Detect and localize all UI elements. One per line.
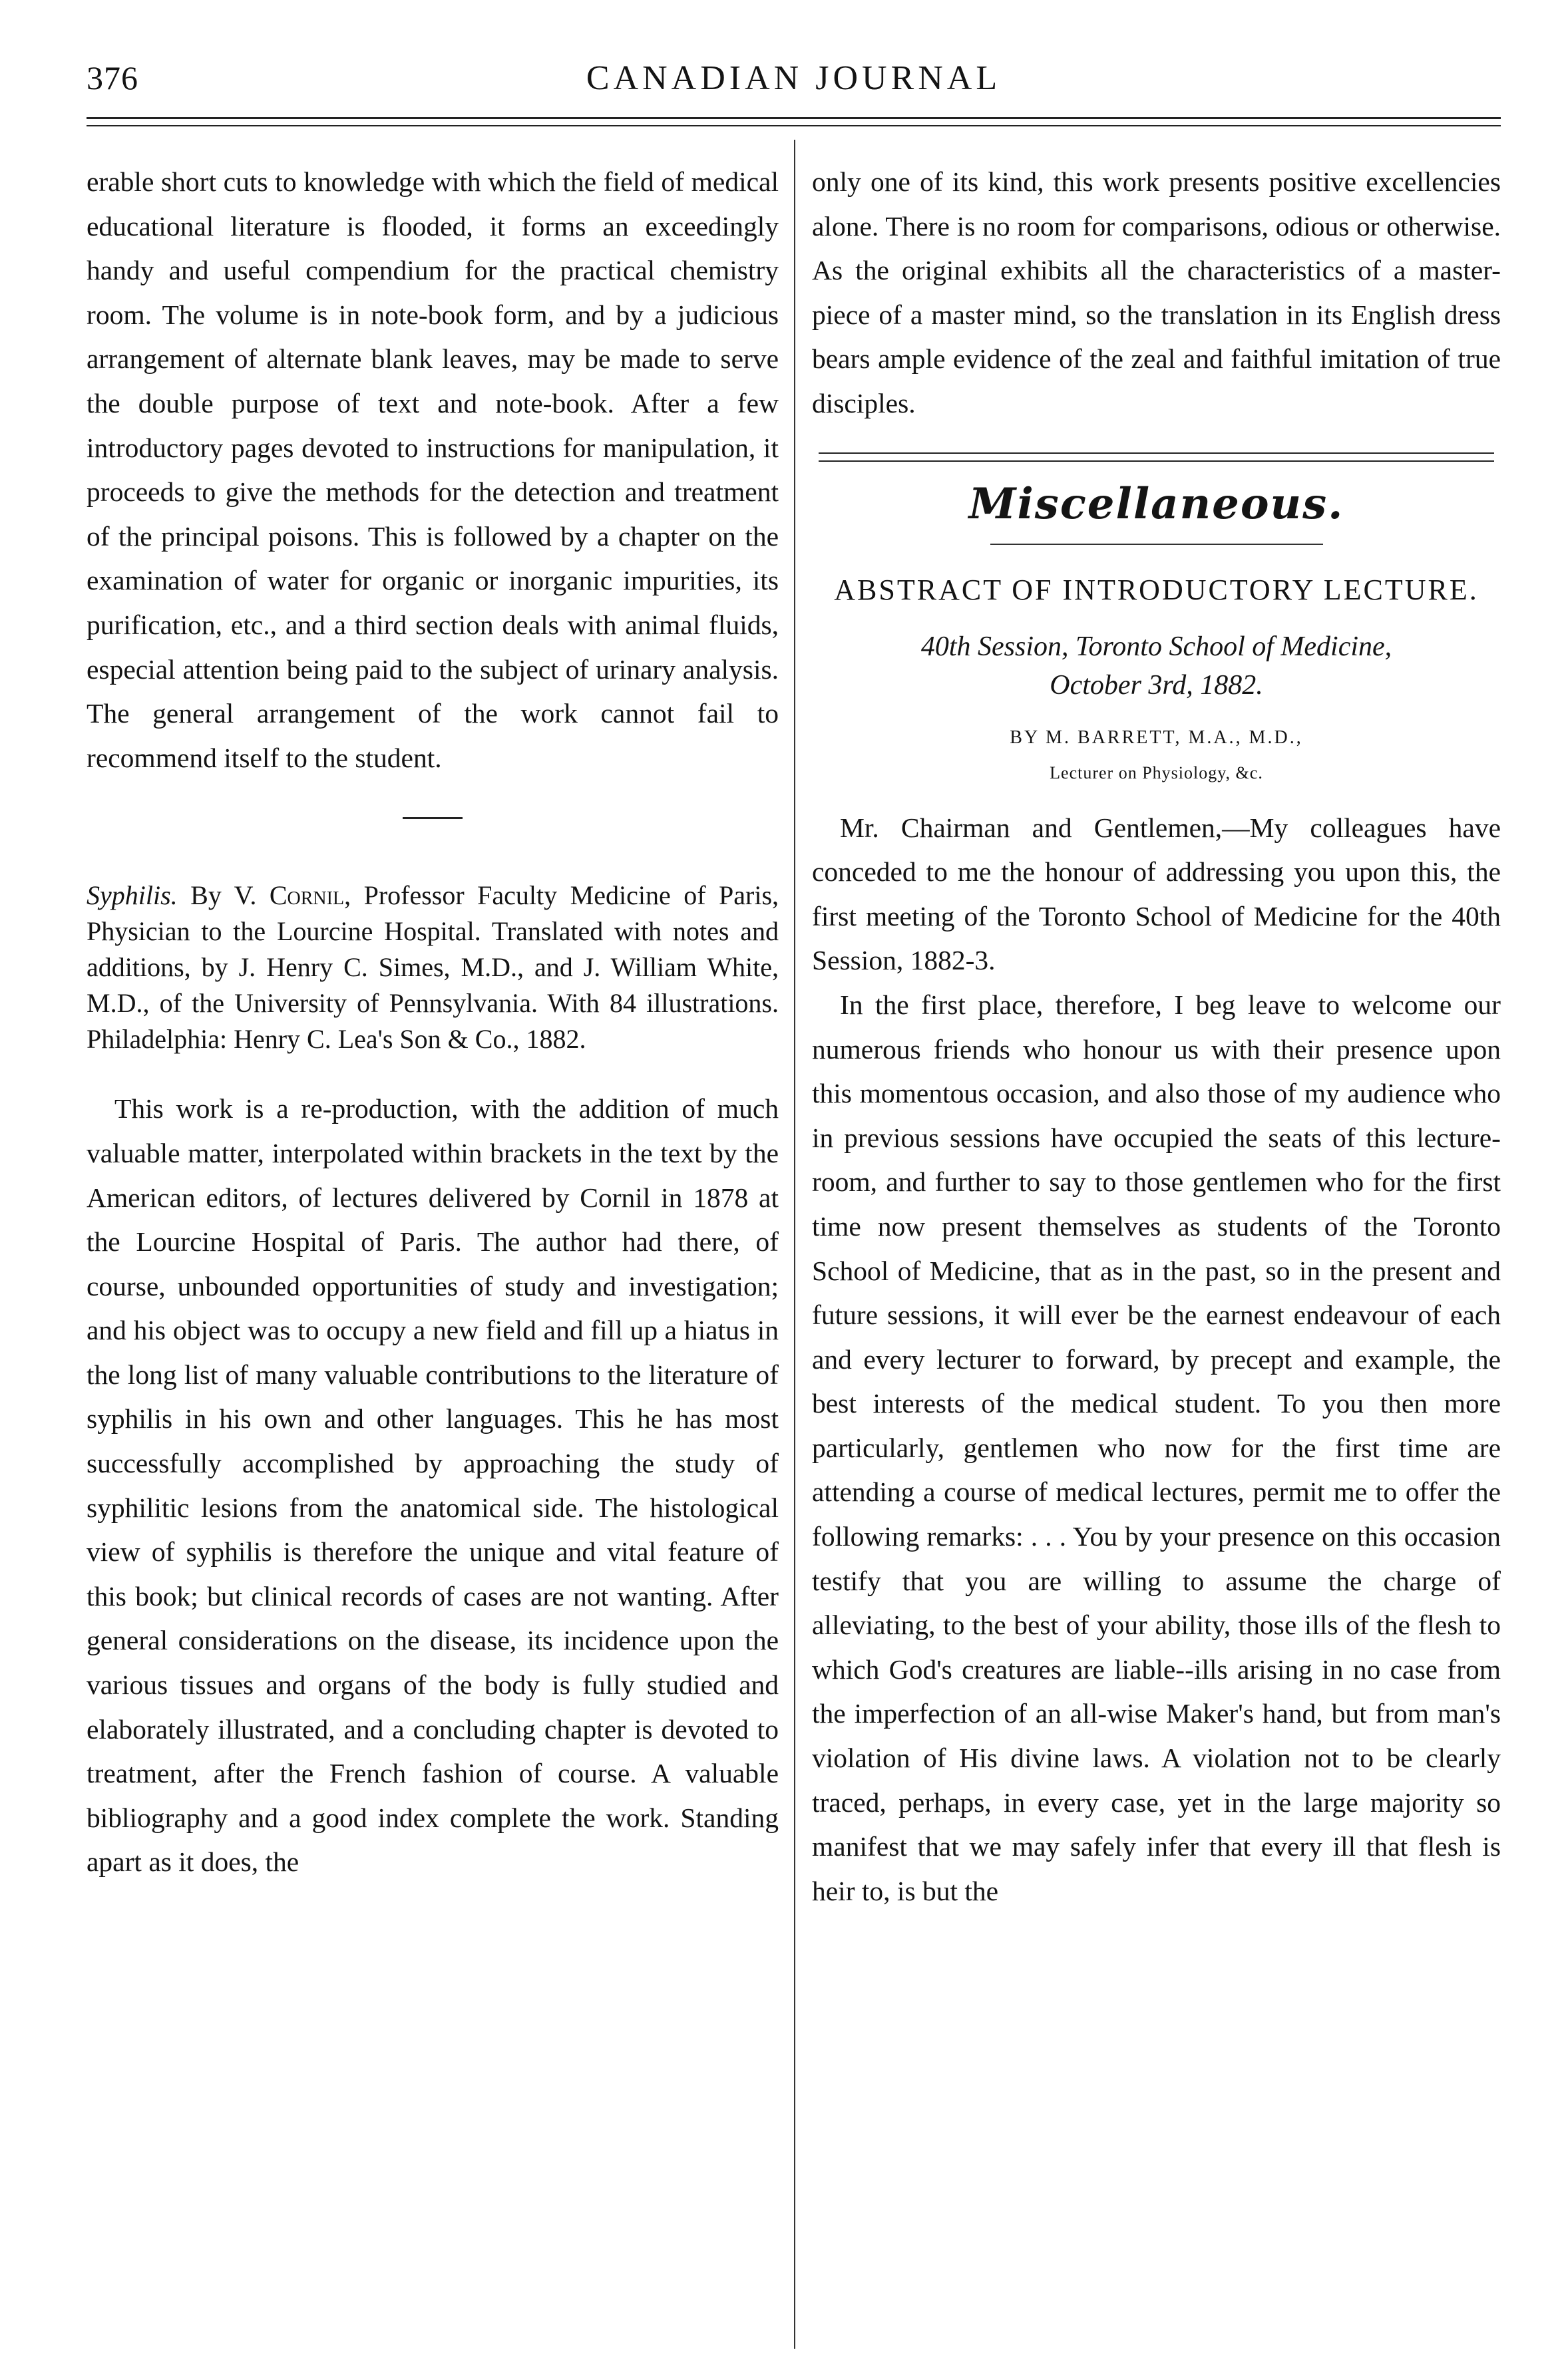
section-separator: [403, 817, 463, 819]
book-citation: [87, 878, 779, 1057]
section-title: Miscellaneous.: [968, 478, 1344, 529]
review-body-paragraph: This work is a re-production, with the addition of much valuable matter, interpolated within brackets in the text by the American editors, of lectures delivered by Cornil in 1878 at the Lourcine Hospital of Paris. The author had there, of course, unbounded opportunities of study and investigation; and his object was to occupy a new field and fill up a hiatus in the long list of many valuable contributions to the literature of syphilis in his own and other languages. This he has most successfully accomplished by approaching the study of syphilitic lesions from the anatomical side. The histological view of syphilis is therefore the unique and vital feature of this book; but clinical records of cases are not wanting. After general considerations on the disease, its incidence upon the various tissues and organs of the body is fully studied and elaborately illustrated, and a concluding chapter is devoted to treatment, after the French fashion of course. A valuable bibliography and a good index complete the work. Standing apart as it does, the: [87, 1093, 779, 1878]
page-number: 376: [87, 59, 138, 96]
lecture-paragraph-1: Mr. Chairman and Gentlemen,—My colleagues have conceded to me the honour of addressing you upon this, the first meeting of the Toronto School of Medicine for the 40th Session, 1882-3.: [812, 812, 1501, 976]
lecture-paragraph-2: In the first place, therefore, I beg leave to welcome our numerous friends who honour us with their presence upon this momentous occasion, and also those of my audience who in previous sessions have occupied the seats of this lecture-room, and further to say to those gentlemen who for the first time now present themselves as students of the Toronto School of Medicine, that as in the past, so in the present and future sessions, it will ever be the earnest endeavour of each and every lecturer to forward, by precept and example, the best interests of the medical student. To you then more particularly, gentlemen who now for the first time are attending a course of medical lectures, permit me to offer the following remarks: . . . You by your presence on this occasion testify that you are willing to assume the charge of alleviating, to the best of your ability, those ills of the flesh to which God's creatures are liable--ills arising in no case from the imperfection of an all-wise Maker's hand, but from man's violation of His divine laws. A violation not to be clearly traced, perhaps, in every case, yet in the large majority so manifest that we may safely infer that every ill that flesh is heir to, is but the: [812, 989, 1501, 1906]
header-rule-top: [87, 117, 1501, 119]
section-title-rule: [990, 544, 1323, 545]
lecture-subtitle-line-2: October 3rd, 1882.: [1050, 669, 1263, 701]
book-publisher: Philadelphia: Henry C. Lea's Son & Co., 1882.: [87, 1024, 586, 1055]
lecture-body: [812, 806, 1501, 1914]
left-column: [87, 160, 779, 1884]
book-by: By V.: [190, 880, 257, 911]
header-rule-bottom: [87, 125, 1501, 126]
review-end-paragraph: only one of its kind, this work presents positive excellencies alone. There is no room for comparisons, odious or otherwise. As the original exhibits all the characteristics of a master-piece of a master mind, so the translation in its English dress bears ample evidence of the zeal and faithful imitation of true disciples.: [812, 166, 1501, 419]
lecture-subtitle: [812, 627, 1501, 705]
lecture-title: ABSTRACT OF INTRODUCTORY LECTURE.: [834, 573, 1479, 606]
book-title: Syphilis.: [87, 880, 178, 911]
lecture-byline: BY M. BARRETT, M.A., M.D.,: [1010, 727, 1303, 748]
lecture-subtitle-line-1: 40th Session, Toronto School of Medicine,: [920, 631, 1392, 662]
journal-title: CANADIAN JOURNAL: [586, 59, 1002, 97]
book-details: , Professor Faculty Medicine of Paris, Physician to the Lourcine Hospital. Translated with notes and additions, by J. Henry C. Simes, M.D., and J. William White, M.D., of the University of Pennsylvania. With 84 illustrations.: [87, 880, 779, 1019]
section-double-rule: [819, 452, 1494, 462]
book-author: Cornil: [269, 880, 345, 911]
running-head: [87, 59, 1501, 112]
spacer: [87, 1057, 779, 1087]
lecturer-role: Lecturer on Physiology, &c.: [1050, 763, 1263, 782]
right-column: [812, 160, 1501, 1913]
review-continued-paragraph: erable short cuts to knowledge with which the field of medical educational literature is flooded, it forms an exceedingly handy and useful compendium for the practical chemistry room. The volume is in note-book form, and by a judicious arrangement of alternate blank leaves, may be made to serve the double purpose of text and note-book. After a few introductory pages devoted to instructions for manipulation, it proceeds to give the methods for the detection and treatment of the principal poisons. This is followed by a chapter on the examination of water for organic or inorganic impurities, its purification, etc., and a third section deals with animal fluids, especial attention being paid to the subject of urinary analysis. The general arrangement of the work cannot fail to recommend itself to the student.: [87, 166, 779, 773]
column-divider: [794, 140, 795, 2349]
